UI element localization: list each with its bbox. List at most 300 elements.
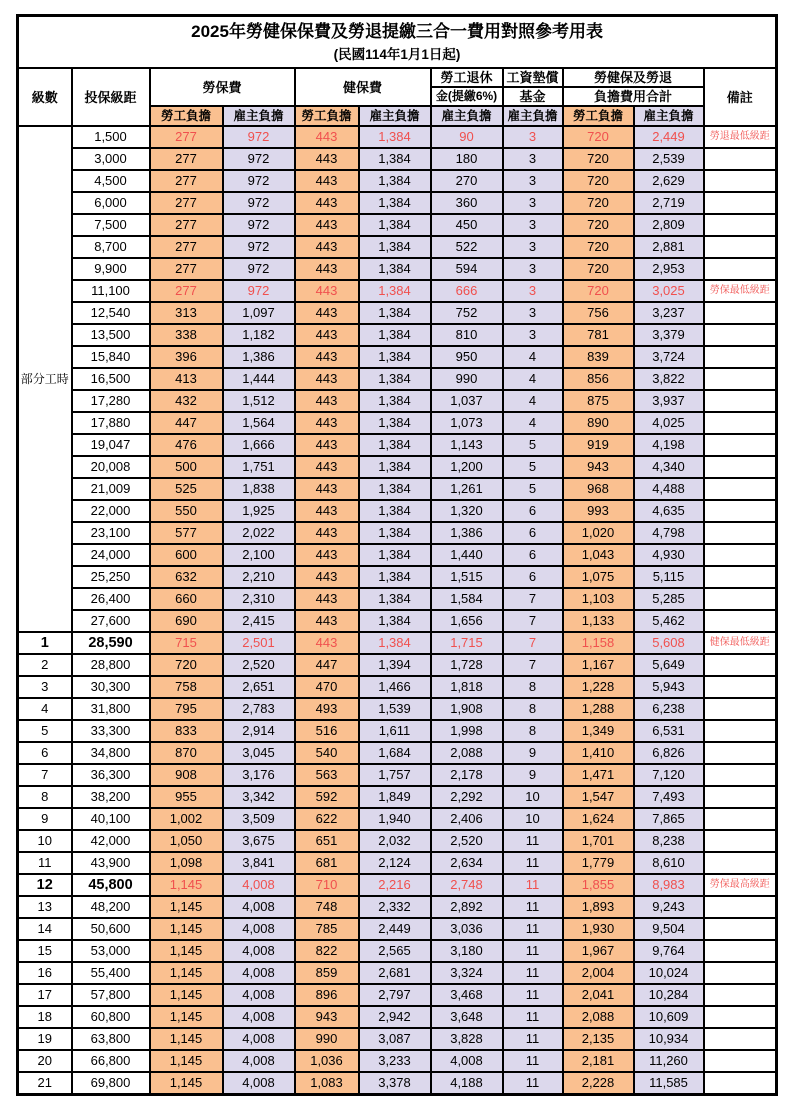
cell-insured-bracket: 16,500 xyxy=(72,368,150,390)
table-row xyxy=(18,434,777,456)
table-row xyxy=(18,896,777,918)
table-row xyxy=(18,324,777,346)
cell-pension-employer: 752 xyxy=(431,302,503,324)
cell-total-employer: 2,449 xyxy=(634,126,704,148)
cell-health-fee-employee: 443 xyxy=(295,126,359,148)
cell-insured-bracket: 3,000 xyxy=(72,148,150,170)
cell-pension-employer: 3,324 xyxy=(431,962,503,984)
cell-remark xyxy=(704,896,777,918)
cell-labor-fee-employer: 2,651 xyxy=(223,676,295,698)
cell-health-fee-employer: 1,384 xyxy=(359,478,431,500)
cell-total-employee: 2,135 xyxy=(563,1028,634,1050)
cell-total-employee: 1,043 xyxy=(563,544,634,566)
cell-remark xyxy=(704,742,777,764)
cell-health-fee-employer: 2,942 xyxy=(359,1006,431,1028)
cell-insured-bracket: 21,009 xyxy=(72,478,150,500)
cell-labor-fee-employer: 4,008 xyxy=(223,874,295,896)
cell-labor-fee-employer: 4,008 xyxy=(223,1028,295,1050)
cell-total-employer: 11,585 xyxy=(634,1072,704,1095)
cell-wage-fund-employer: 7 xyxy=(503,610,563,632)
cell-labor-fee-employer: 1,386 xyxy=(223,346,295,368)
cell-insured-bracket: 8,700 xyxy=(72,236,150,258)
cell-level: 15 xyxy=(18,940,72,962)
cell-insured-bracket: 15,840 xyxy=(72,346,150,368)
cell-total-employee: 993 xyxy=(563,500,634,522)
table-row xyxy=(18,214,777,236)
cell-health-fee-employee: 443 xyxy=(295,500,359,522)
cell-health-fee-employee: 443 xyxy=(295,566,359,588)
cell-health-fee-employer: 1,611 xyxy=(359,720,431,742)
cell-health-fee-employer: 1,384 xyxy=(359,434,431,456)
cell-wage-fund-employer: 5 xyxy=(503,434,563,456)
cell-health-fee-employee: 859 xyxy=(295,962,359,984)
cell-pension-employer: 666 xyxy=(431,280,503,302)
cell-health-fee-employee: 1,083 xyxy=(295,1072,359,1095)
cell-insured-bracket: 45,800 xyxy=(72,874,150,896)
cell-total-employer: 4,635 xyxy=(634,500,704,522)
cell-pension-employer: 1,818 xyxy=(431,676,503,698)
cell-pension-employer: 1,440 xyxy=(431,544,503,566)
cell-insured-bracket: 4,500 xyxy=(72,170,150,192)
cell-pension-employer: 2,748 xyxy=(431,874,503,896)
subheader-total-employer: 雇主負擔 xyxy=(634,106,704,126)
cell-labor-fee-employee: 577 xyxy=(150,522,223,544)
cell-pension-employer: 522 xyxy=(431,236,503,258)
cell-labor-fee-employer: 1,838 xyxy=(223,478,295,500)
cell-health-fee-employer: 2,216 xyxy=(359,874,431,896)
cell-remark xyxy=(704,830,777,852)
table-row xyxy=(18,302,777,324)
cell-total-employee: 720 xyxy=(563,280,634,302)
cell-total-employee: 1,930 xyxy=(563,918,634,940)
cell-remark xyxy=(704,368,777,390)
cell-total-employer: 10,609 xyxy=(634,1006,704,1028)
cell-wage-fund-employer: 11 xyxy=(503,1050,563,1072)
table-row xyxy=(18,280,777,302)
cell-total-employee: 1,075 xyxy=(563,566,634,588)
cell-insured-bracket: 55,400 xyxy=(72,962,150,984)
cell-total-employer: 2,881 xyxy=(634,236,704,258)
cell-labor-fee-employee: 277 xyxy=(150,280,223,302)
cell-labor-fee-employee: 476 xyxy=(150,434,223,456)
cell-remark xyxy=(704,236,777,258)
cell-total-employer: 2,629 xyxy=(634,170,704,192)
cell-health-fee-employer: 2,797 xyxy=(359,984,431,1006)
cell-pension-employer: 3,828 xyxy=(431,1028,503,1050)
cell-insured-bracket: 53,000 xyxy=(72,940,150,962)
cell-health-fee-employee: 443 xyxy=(295,170,359,192)
cell-total-employer: 2,953 xyxy=(634,258,704,280)
cell-insured-bracket: 28,800 xyxy=(72,654,150,676)
header-pension-line1: 勞工退休 xyxy=(431,68,503,87)
cell-wage-fund-employer: 9 xyxy=(503,742,563,764)
subheader-labor-employer: 雇主負擔 xyxy=(223,106,295,126)
cell-remark: 健保最低級距 xyxy=(704,632,777,654)
cell-remark xyxy=(704,412,777,434)
cell-remark xyxy=(704,720,777,742)
cell-remark: 勞退最低級距 xyxy=(704,126,777,148)
cell-health-fee-employer: 1,384 xyxy=(359,368,431,390)
header-bracket: 投保級距 xyxy=(72,68,150,126)
header-pension-line2: 金(提繳6%) xyxy=(431,87,503,106)
cell-remark xyxy=(704,170,777,192)
cell-insured-bracket: 1,500 xyxy=(72,126,150,148)
cell-health-fee-employer: 2,449 xyxy=(359,918,431,940)
cell-labor-fee-employer: 2,501 xyxy=(223,632,295,654)
cell-labor-fee-employee: 600 xyxy=(150,544,223,566)
table-row xyxy=(18,874,777,896)
cell-labor-fee-employer: 2,914 xyxy=(223,720,295,742)
cell-level: 3 xyxy=(18,676,72,698)
cell-wage-fund-employer: 6 xyxy=(503,522,563,544)
cell-insured-bracket: 11,100 xyxy=(72,280,150,302)
cell-pension-employer: 3,036 xyxy=(431,918,503,940)
cell-health-fee-employer: 1,384 xyxy=(359,214,431,236)
cell-health-fee-employee: 443 xyxy=(295,544,359,566)
table-row xyxy=(18,676,777,698)
table-row xyxy=(18,808,777,830)
table-row xyxy=(18,852,777,874)
cell-wage-fund-employer: 10 xyxy=(503,786,563,808)
cell-health-fee-employee: 443 xyxy=(295,478,359,500)
cell-labor-fee-employer: 2,310 xyxy=(223,588,295,610)
cell-insured-bracket: 31,800 xyxy=(72,698,150,720)
table-row xyxy=(18,1006,777,1028)
cell-labor-fee-employer: 2,210 xyxy=(223,566,295,588)
cell-health-fee-employee: 990 xyxy=(295,1028,359,1050)
subheader-health-employee: 勞工負擔 xyxy=(295,106,359,126)
cell-total-employer: 8,610 xyxy=(634,852,704,874)
cell-remark xyxy=(704,192,777,214)
cell-remark: 勞保最低級距 xyxy=(704,280,777,302)
cell-health-fee-employee: 443 xyxy=(295,632,359,654)
cell-total-employer: 5,943 xyxy=(634,676,704,698)
table-row xyxy=(18,786,777,808)
cell-wage-fund-employer: 10 xyxy=(503,808,563,830)
cell-remark xyxy=(704,1072,777,1095)
cell-health-fee-employer: 1,394 xyxy=(359,654,431,676)
cell-health-fee-employer: 1,384 xyxy=(359,632,431,654)
cell-wage-fund-employer: 4 xyxy=(503,390,563,412)
cell-remark xyxy=(704,346,777,368)
table-row xyxy=(18,192,777,214)
cell-wage-fund-employer: 4 xyxy=(503,346,563,368)
cell-wage-fund-employer: 3 xyxy=(503,324,563,346)
cell-total-employer: 7,493 xyxy=(634,786,704,808)
cell-health-fee-employee: 493 xyxy=(295,698,359,720)
cell-pension-employer: 3,180 xyxy=(431,940,503,962)
cell-total-employee: 2,041 xyxy=(563,984,634,1006)
cell-remark xyxy=(704,1050,777,1072)
cell-labor-fee-employer: 1,751 xyxy=(223,456,295,478)
cell-remark xyxy=(704,852,777,874)
cell-remark xyxy=(704,962,777,984)
cell-remark xyxy=(704,984,777,1006)
header-wage-fund-line2: 基金 xyxy=(503,87,563,106)
cell-pension-employer: 2,088 xyxy=(431,742,503,764)
cell-health-fee-employer: 1,384 xyxy=(359,148,431,170)
cell-health-fee-employee: 540 xyxy=(295,742,359,764)
cell-remark xyxy=(704,918,777,940)
cell-health-fee-employer: 2,681 xyxy=(359,962,431,984)
table-row xyxy=(18,390,777,412)
cell-total-employer: 5,462 xyxy=(634,610,704,632)
cell-health-fee-employee: 443 xyxy=(295,610,359,632)
cell-pension-employer: 1,728 xyxy=(431,654,503,676)
cell-level: 16 xyxy=(18,962,72,984)
cell-labor-fee-employer: 972 xyxy=(223,192,295,214)
cell-insured-bracket: 57,800 xyxy=(72,984,150,1006)
cell-health-fee-employee: 443 xyxy=(295,148,359,170)
cell-pension-employer: 2,892 xyxy=(431,896,503,918)
cell-pension-employer: 810 xyxy=(431,324,503,346)
cell-total-employee: 1,547 xyxy=(563,786,634,808)
table-row xyxy=(18,588,777,610)
cell-total-employee: 1,471 xyxy=(563,764,634,786)
table-row xyxy=(18,500,777,522)
level-group-part-time: 部分工時 xyxy=(18,126,72,632)
table-row xyxy=(18,720,777,742)
header-wage-fund-line1: 工資墊償 xyxy=(503,68,563,87)
cell-wage-fund-employer: 11 xyxy=(503,1028,563,1050)
cell-pension-employer: 4,008 xyxy=(431,1050,503,1072)
cell-health-fee-employee: 748 xyxy=(295,896,359,918)
cell-labor-fee-employee: 1,145 xyxy=(150,896,223,918)
header-health-fee: 健保費 xyxy=(295,68,431,106)
cell-total-employer: 6,531 xyxy=(634,720,704,742)
cell-labor-fee-employer: 3,342 xyxy=(223,786,295,808)
cell-health-fee-employee: 443 xyxy=(295,412,359,434)
cell-total-employee: 1,103 xyxy=(563,588,634,610)
cell-insured-bracket: 9,900 xyxy=(72,258,150,280)
cell-wage-fund-employer: 11 xyxy=(503,830,563,852)
cell-level: 14 xyxy=(18,918,72,940)
cell-total-employer: 11,260 xyxy=(634,1050,704,1072)
cell-pension-employer: 3,648 xyxy=(431,1006,503,1028)
cell-labor-fee-employee: 1,145 xyxy=(150,940,223,962)
cell-health-fee-employer: 1,384 xyxy=(359,522,431,544)
cell-labor-fee-employer: 2,022 xyxy=(223,522,295,544)
cell-pension-employer: 180 xyxy=(431,148,503,170)
cell-labor-fee-employee: 1,145 xyxy=(150,874,223,896)
cell-pension-employer: 90 xyxy=(431,126,503,148)
cell-labor-fee-employer: 4,008 xyxy=(223,1072,295,1095)
cell-labor-fee-employer: 3,509 xyxy=(223,808,295,830)
cell-pension-employer: 1,037 xyxy=(431,390,503,412)
cell-total-employer: 5,115 xyxy=(634,566,704,588)
cell-health-fee-employer: 1,384 xyxy=(359,170,431,192)
cell-total-employee: 756 xyxy=(563,302,634,324)
cell-total-employer: 5,649 xyxy=(634,654,704,676)
cell-remark xyxy=(704,786,777,808)
cell-total-employer: 5,285 xyxy=(634,588,704,610)
cell-labor-fee-employee: 500 xyxy=(150,456,223,478)
cell-labor-fee-employee: 720 xyxy=(150,654,223,676)
cell-wage-fund-employer: 11 xyxy=(503,896,563,918)
cell-insured-bracket: 63,800 xyxy=(72,1028,150,1050)
table-row xyxy=(18,346,777,368)
cell-insured-bracket: 7,500 xyxy=(72,214,150,236)
cell-level: 9 xyxy=(18,808,72,830)
cell-total-employer: 3,025 xyxy=(634,280,704,302)
cell-labor-fee-employer: 1,512 xyxy=(223,390,295,412)
cell-remark xyxy=(704,258,777,280)
cell-labor-fee-employee: 833 xyxy=(150,720,223,742)
cell-health-fee-employee: 1,036 xyxy=(295,1050,359,1072)
table-row xyxy=(18,1028,777,1050)
cell-health-fee-employee: 443 xyxy=(295,302,359,324)
cell-total-employee: 1,410 xyxy=(563,742,634,764)
cell-remark xyxy=(704,1006,777,1028)
cell-pension-employer: 360 xyxy=(431,192,503,214)
cell-total-employee: 2,228 xyxy=(563,1072,634,1095)
cell-labor-fee-employee: 1,145 xyxy=(150,984,223,1006)
cell-labor-fee-employee: 870 xyxy=(150,742,223,764)
cell-wage-fund-employer: 11 xyxy=(503,1072,563,1095)
cell-labor-fee-employer: 1,564 xyxy=(223,412,295,434)
header-total-line2: 負擔費用合計 xyxy=(563,87,704,106)
cell-wage-fund-employer: 6 xyxy=(503,500,563,522)
cell-level: 2 xyxy=(18,654,72,676)
cell-level: 8 xyxy=(18,786,72,808)
cell-health-fee-employee: 516 xyxy=(295,720,359,742)
cell-remark xyxy=(704,500,777,522)
cell-insured-bracket: 33,300 xyxy=(72,720,150,742)
cell-wage-fund-employer: 7 xyxy=(503,632,563,654)
cell-labor-fee-employee: 660 xyxy=(150,588,223,610)
cell-pension-employer: 450 xyxy=(431,214,503,236)
cell-labor-fee-employee: 277 xyxy=(150,148,223,170)
cell-pension-employer: 1,073 xyxy=(431,412,503,434)
cell-health-fee-employer: 1,384 xyxy=(359,588,431,610)
cell-total-employer: 5,608 xyxy=(634,632,704,654)
cell-total-employee: 968 xyxy=(563,478,634,500)
cell-pension-employer: 2,292 xyxy=(431,786,503,808)
cell-remark xyxy=(704,390,777,412)
cell-total-employer: 4,488 xyxy=(634,478,704,500)
cell-health-fee-employer: 1,384 xyxy=(359,544,431,566)
cell-total-employee: 943 xyxy=(563,456,634,478)
cell-wage-fund-employer: 4 xyxy=(503,412,563,434)
cell-insured-bracket: 27,600 xyxy=(72,610,150,632)
cell-remark xyxy=(704,522,777,544)
cell-total-employee: 1,167 xyxy=(563,654,634,676)
cell-total-employee: 1,133 xyxy=(563,610,634,632)
cell-health-fee-employer: 1,384 xyxy=(359,280,431,302)
cell-wage-fund-employer: 3 xyxy=(503,192,563,214)
cell-total-employee: 720 xyxy=(563,148,634,170)
cell-wage-fund-employer: 3 xyxy=(503,302,563,324)
cell-total-employer: 10,024 xyxy=(634,962,704,984)
cell-remark xyxy=(704,544,777,566)
cell-labor-fee-employee: 1,002 xyxy=(150,808,223,830)
cell-health-fee-employee: 443 xyxy=(295,456,359,478)
cell-total-employer: 2,539 xyxy=(634,148,704,170)
cell-total-employee: 1,349 xyxy=(563,720,634,742)
cell-wage-fund-employer: 11 xyxy=(503,852,563,874)
cell-total-employee: 720 xyxy=(563,192,634,214)
cell-labor-fee-employee: 313 xyxy=(150,302,223,324)
subheader-health-employer: 雇主負擔 xyxy=(359,106,431,126)
cell-labor-fee-employee: 690 xyxy=(150,610,223,632)
cell-total-employer: 4,198 xyxy=(634,434,704,456)
cell-labor-fee-employee: 1,145 xyxy=(150,1072,223,1095)
cell-wage-fund-employer: 11 xyxy=(503,918,563,940)
cell-insured-bracket: 34,800 xyxy=(72,742,150,764)
cell-total-employee: 839 xyxy=(563,346,634,368)
cell-total-employee: 1,020 xyxy=(563,522,634,544)
cell-health-fee-employee: 470 xyxy=(295,676,359,698)
cell-insured-bracket: 50,600 xyxy=(72,918,150,940)
cell-insured-bracket: 17,280 xyxy=(72,390,150,412)
cell-health-fee-employer: 1,466 xyxy=(359,676,431,698)
cell-insured-bracket: 20,008 xyxy=(72,456,150,478)
cell-health-fee-employer: 1,384 xyxy=(359,126,431,148)
table-row xyxy=(18,764,777,786)
cell-labor-fee-employer: 1,097 xyxy=(223,302,295,324)
cell-total-employer: 7,865 xyxy=(634,808,704,830)
cell-total-employer: 6,238 xyxy=(634,698,704,720)
cell-health-fee-employer: 1,384 xyxy=(359,566,431,588)
cell-total-employee: 720 xyxy=(563,258,634,280)
cell-labor-fee-employer: 3,176 xyxy=(223,764,295,786)
cell-level: 4 xyxy=(18,698,72,720)
cell-pension-employer: 950 xyxy=(431,346,503,368)
cell-health-fee-employer: 1,384 xyxy=(359,346,431,368)
cell-total-employee: 720 xyxy=(563,126,634,148)
table-row xyxy=(18,654,777,676)
cell-wage-fund-employer: 11 xyxy=(503,940,563,962)
cell-health-fee-employee: 443 xyxy=(295,522,359,544)
cell-labor-fee-employee: 1,050 xyxy=(150,830,223,852)
cell-insured-bracket: 24,000 xyxy=(72,544,150,566)
cell-health-fee-employee: 443 xyxy=(295,434,359,456)
cell-health-fee-employer: 2,332 xyxy=(359,896,431,918)
table-row xyxy=(18,918,777,940)
cell-labor-fee-employee: 1,145 xyxy=(150,1006,223,1028)
cell-level: 6 xyxy=(18,742,72,764)
header-level: 級數 xyxy=(18,68,72,126)
cell-labor-fee-employer: 2,783 xyxy=(223,698,295,720)
cell-labor-fee-employee: 277 xyxy=(150,126,223,148)
cell-remark xyxy=(704,456,777,478)
table-row xyxy=(18,478,777,500)
table-row xyxy=(18,566,777,588)
table-row xyxy=(18,1050,777,1072)
cell-insured-bracket: 13,500 xyxy=(72,324,150,346)
cell-total-employer: 3,822 xyxy=(634,368,704,390)
cell-health-fee-employer: 3,087 xyxy=(359,1028,431,1050)
cell-remark xyxy=(704,1028,777,1050)
cell-labor-fee-employee: 277 xyxy=(150,258,223,280)
cell-labor-fee-employee: 277 xyxy=(150,170,223,192)
cell-labor-fee-employee: 413 xyxy=(150,368,223,390)
cell-insured-bracket: 6,000 xyxy=(72,192,150,214)
cell-total-employee: 2,088 xyxy=(563,1006,634,1028)
cell-wage-fund-employer: 3 xyxy=(503,258,563,280)
cell-level: 17 xyxy=(18,984,72,1006)
table-title-block xyxy=(18,16,777,69)
cell-health-fee-employer: 1,384 xyxy=(359,412,431,434)
cell-total-employer: 3,724 xyxy=(634,346,704,368)
cell-health-fee-employee: 710 xyxy=(295,874,359,896)
cell-total-employer: 7,120 xyxy=(634,764,704,786)
cell-insured-bracket: 12,540 xyxy=(72,302,150,324)
cell-labor-fee-employee: 277 xyxy=(150,236,223,258)
cell-wage-fund-employer: 3 xyxy=(503,280,563,302)
cell-labor-fee-employer: 972 xyxy=(223,236,295,258)
cell-wage-fund-employer: 6 xyxy=(503,566,563,588)
